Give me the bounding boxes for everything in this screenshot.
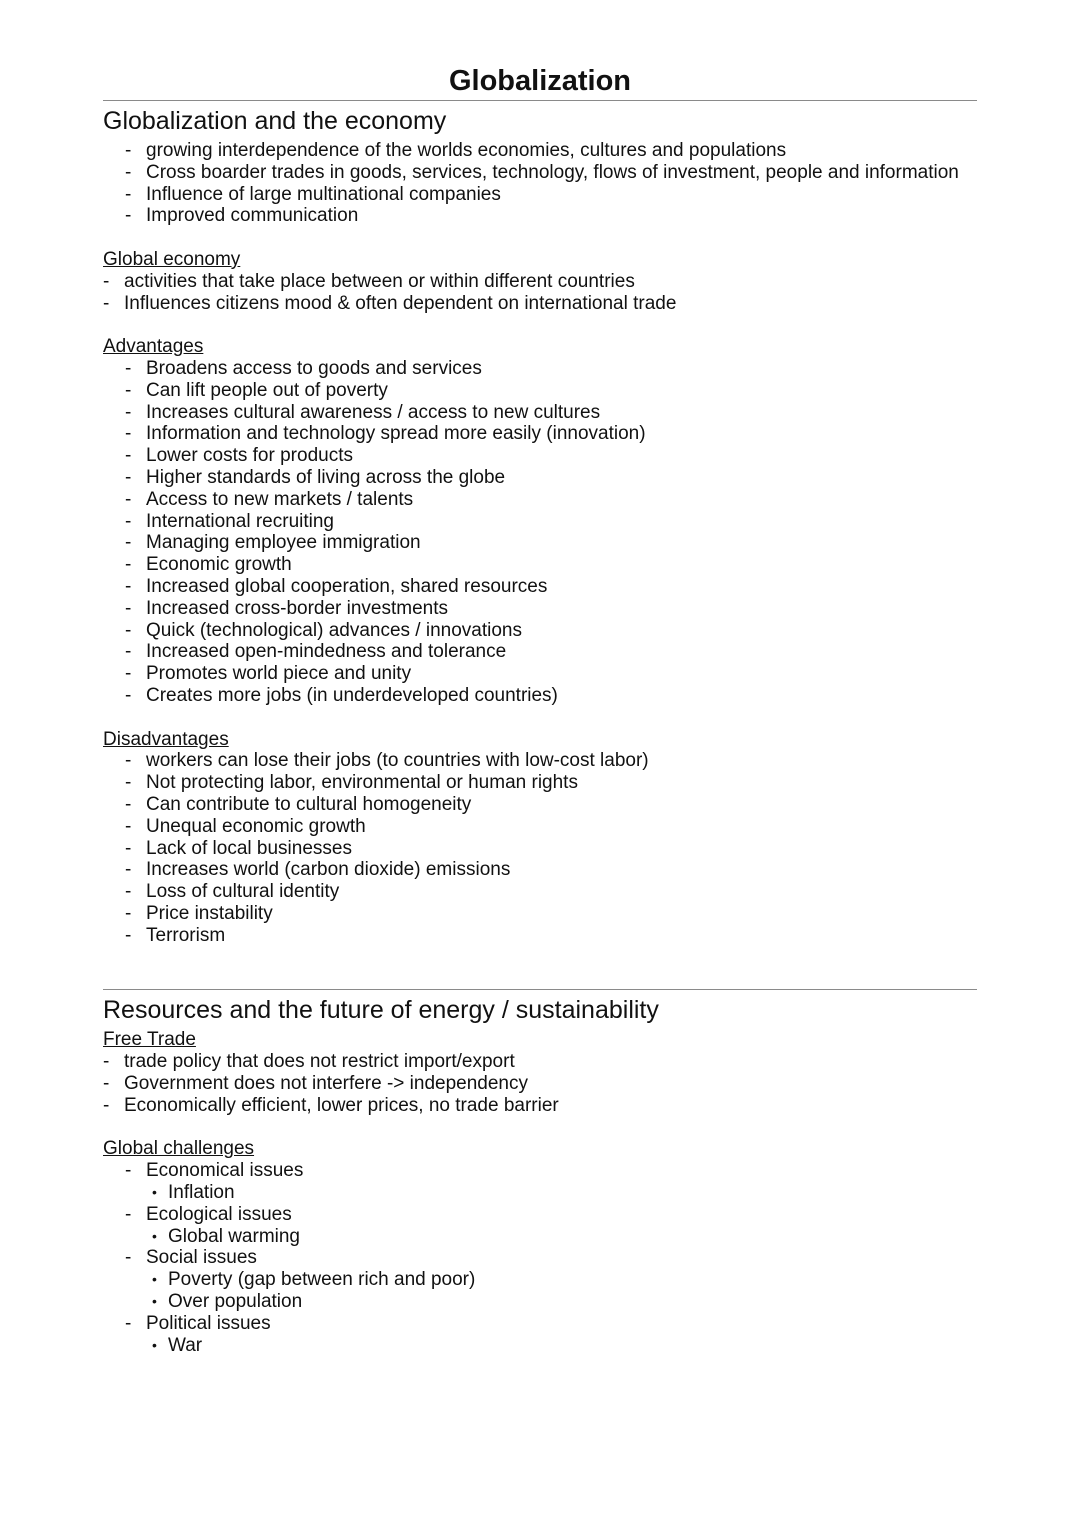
list-item: - Access to new markets / talents — [103, 489, 977, 511]
list-item: - Increased cross-border investments — [103, 598, 977, 620]
global-challenges-heading: Global challenges — [103, 1138, 255, 1160]
document-title: Globalization — [448, 65, 632, 97]
document-page — [103, 62, 977, 1356]
list-item: - Government does not interfere -> independency — [103, 1073, 977, 1095]
list-item: - Can contribute to cultural homogeneity — [103, 794, 977, 816]
section-globalization-economy — [103, 105, 977, 946]
challenge-subitems — [146, 1269, 977, 1313]
sub-item: • Poverty (gap between rich and poor) — [146, 1269, 977, 1291]
section-divider — [103, 989, 977, 990]
list-item: - Increases world (carbon dioxide) emissions — [103, 859, 977, 881]
list-item: - growing interdependence of the worlds economies, cultures and populations — [103, 140, 977, 162]
list-item: - Influences citizens mood & often dependent on international trade — [103, 293, 977, 315]
list-item: - trade policy that does not restrict import/export — [103, 1051, 977, 1073]
disadvantages-heading: Disadvantages — [103, 728, 229, 750]
free-trade-heading: Free Trade — [103, 1029, 196, 1051]
list-item: - Terrorism — [103, 925, 977, 947]
challenge-label: Political issues — [146, 1312, 271, 1334]
challenge-subitems — [146, 1335, 977, 1357]
free-trade-list — [103, 1051, 977, 1116]
challenge-label: Social issues — [146, 1247, 257, 1269]
challenge-group — [103, 1204, 977, 1248]
list-item: - Information and technology spread more easily (innovation) — [103, 423, 977, 445]
challenge-subitems — [146, 1226, 977, 1248]
disadvantages-list — [103, 750, 977, 946]
list-item: - Managing employee immigration — [103, 532, 977, 554]
advantages-list — [103, 358, 977, 707]
sub-item: • War — [146, 1335, 977, 1357]
list-item: - Quick (technological) advances / innovations — [103, 620, 977, 642]
title-divider — [103, 100, 977, 101]
list-item: - Increased global cooperation, shared resources — [103, 576, 977, 598]
list-item: - Broadens access to goods and services — [103, 358, 977, 380]
list-item: - Increases cultural awareness / access to new cultures — [103, 402, 977, 424]
challenge-label: Ecological issues — [146, 1203, 292, 1225]
list-item: - Promotes world piece and unity — [103, 663, 977, 685]
sub-item: • Inflation — [146, 1182, 977, 1204]
list-item: - activities that take place between or within different countries — [103, 271, 977, 293]
section-resources-energy — [103, 994, 977, 1356]
challenge-label: Economical issues — [146, 1160, 304, 1182]
list-item: - International recruiting — [103, 511, 977, 533]
section-heading: Resources and the future of energy / sustainability — [103, 996, 659, 1025]
list-item: - workers can lose their jobs (to countries with low-cost labor) — [103, 750, 977, 772]
challenge-subitems — [146, 1182, 977, 1204]
list-item: - Higher standards of living across the globe — [103, 467, 977, 489]
sub-item: • Over population — [146, 1291, 977, 1313]
challenge-group — [103, 1160, 977, 1204]
section-heading: Globalization and the economy — [103, 107, 447, 135]
advantages-heading: Advantages — [103, 336, 204, 358]
global-challenges-list — [103, 1160, 977, 1356]
list-item: - Lack of local businesses — [103, 838, 977, 860]
list-item: - Creates more jobs (in underdeveloped countries) — [103, 685, 977, 707]
list-item: - Lower costs for products — [103, 445, 977, 467]
list-item: - Not protecting labor, environmental or human rights — [103, 772, 977, 794]
challenge-group — [103, 1313, 977, 1357]
list-item: - Unequal economic growth — [103, 816, 977, 838]
list-item: - Increased open-mindedness and tolerance — [103, 641, 977, 663]
list-item: - Influence of large multinational companies — [103, 184, 977, 206]
global-economy-heading: Global economy — [103, 248, 241, 270]
challenge-group — [103, 1247, 977, 1312]
global-economy-list — [103, 271, 977, 315]
list-item: - Cross boarder trades in goods, services, technology, flows of investment, people and information — [103, 162, 977, 184]
intro-list — [103, 140, 977, 227]
list-item: - Can lift people out of poverty — [103, 380, 977, 402]
list-item: - Improved communication — [103, 205, 977, 227]
list-item: - Price instability — [103, 903, 977, 925]
sub-item: • Global warming — [146, 1226, 977, 1248]
list-item: - Economically efficient, lower prices, no trade barrier — [103, 1095, 977, 1117]
list-item: - Economic growth — [103, 554, 977, 576]
list-item: - Loss of cultural identity — [103, 881, 977, 903]
